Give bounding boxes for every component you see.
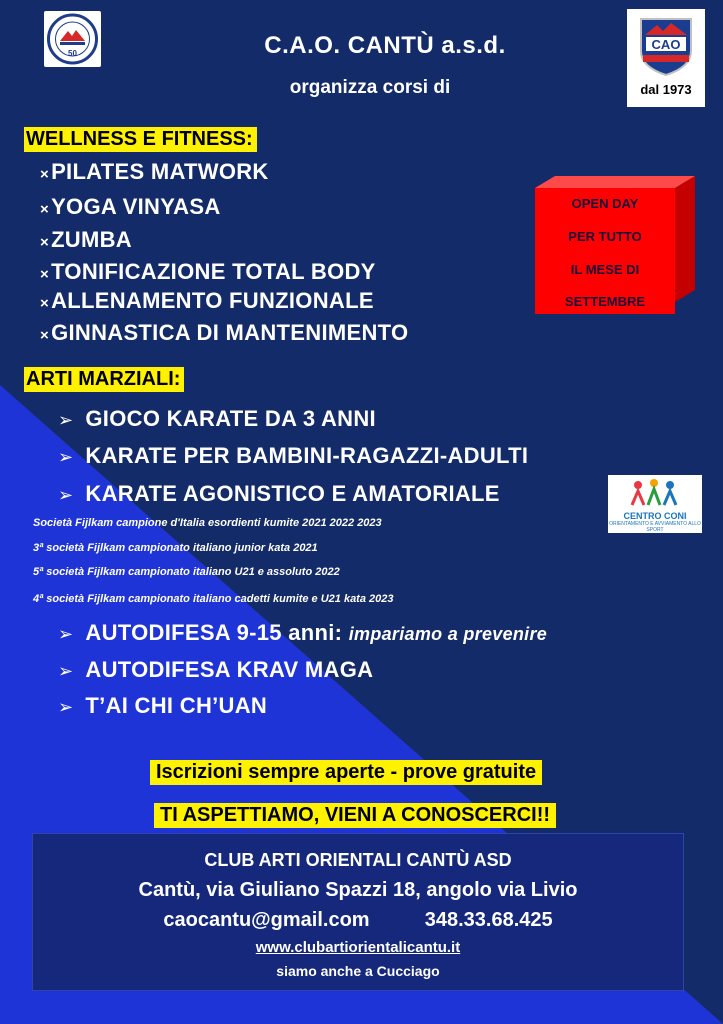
open-day-line: PER TUTTO xyxy=(568,229,642,244)
club-address: Cantù, via Giuliano Spazzi 18, angolo via Livio xyxy=(138,879,578,901)
welcome-banner: TI ASPETTIAMO, VIENI A CONOSCERCI!! xyxy=(154,803,556,828)
martial-arts-item: ➢ GIOCO KARATE DA 3 ANNI xyxy=(58,406,376,431)
achievement-line: 5ª società Fijlkam campionato italiano U21 e assoluto 2022 xyxy=(33,566,340,578)
martial-arts-item: ➢ AUTODIFESA 9-15 anni: impariamo a prevenire xyxy=(58,620,548,645)
martial-arts-item: ➢ KARATE AGONISTICO E AMATORIALE xyxy=(58,481,500,506)
coni-subtitle: ORIENTAMENTO E AVVIAMENTO ALLO SPORT xyxy=(609,521,701,533)
achievement-line: Società Fijlkam campione d'Italia esordienti kumite 2021 2022 2023 xyxy=(33,517,382,529)
achievement-line: 3ª società Fijlkam campionato italiano junior kata 2021 xyxy=(33,542,318,554)
page-subtitle: organizza corsi di xyxy=(289,77,451,98)
club-50-logo xyxy=(44,11,101,67)
open-day-line: IL MESE DI xyxy=(570,262,640,277)
coni-title: CENTRO CONI xyxy=(623,511,687,521)
wellness-item: ×ZUMBA xyxy=(40,227,132,252)
martial-arts-item: ➢ KARATE PER BAMBINI-RAGAZZI-ADULTI xyxy=(58,443,529,468)
wellness-item: ×PILATES MATWORK xyxy=(40,159,269,184)
website-link[interactable]: www.clubartiorientalicantu.it xyxy=(255,939,461,956)
since-year: dal 1973 xyxy=(640,82,692,97)
achievement-line: 4ª società Fijlkam campionato italiano cadetti kumite e U21 kata 2023 xyxy=(33,593,394,605)
wellness-item: ×GINNASTICA DI MANTENIMENTO xyxy=(40,320,409,345)
svg-text:CAO: CAO xyxy=(651,37,681,52)
signup-banner: Iscrizioni sempre aperte - prove gratuite xyxy=(150,760,542,785)
martial-arts-item: ➢ T’AI CHI CH’UAN xyxy=(58,693,268,718)
open-day-box xyxy=(535,188,675,314)
svg-text:50: 50 xyxy=(68,49,77,58)
open-day-line: SETTEMBRE xyxy=(564,294,646,309)
martial-arts-heading: ARTI MARZIALI: xyxy=(24,367,184,392)
email[interactable]: caocantu@gmail.com xyxy=(163,909,370,931)
open-day-line: OPEN DAY xyxy=(571,196,639,211)
wellness-item: ×ALLENAMENTO FUNZIONALE xyxy=(40,288,374,313)
club-name: CLUB ARTI ORIENTALI CANTÙ ASD xyxy=(204,850,512,870)
centro-coni-logo xyxy=(608,475,702,533)
wellness-item: ×YOGA VINYASA xyxy=(40,194,221,219)
wellness-heading: WELLNESS E FITNESS: xyxy=(24,127,257,152)
location-note: siamo anche a Cucciago xyxy=(276,963,440,979)
contact-line xyxy=(33,909,683,932)
phone[interactable]: 348.33.68.425 xyxy=(424,909,553,931)
martial-arts-item: ➢ AUTODIFESA KRAV MAGA xyxy=(58,657,374,682)
page-title: C.A.O. CANTÙ a.s.d. xyxy=(264,32,506,59)
contact-box xyxy=(32,833,684,991)
wellness-item: ×TONIFICAZIONE TOTAL BODY xyxy=(40,259,376,284)
